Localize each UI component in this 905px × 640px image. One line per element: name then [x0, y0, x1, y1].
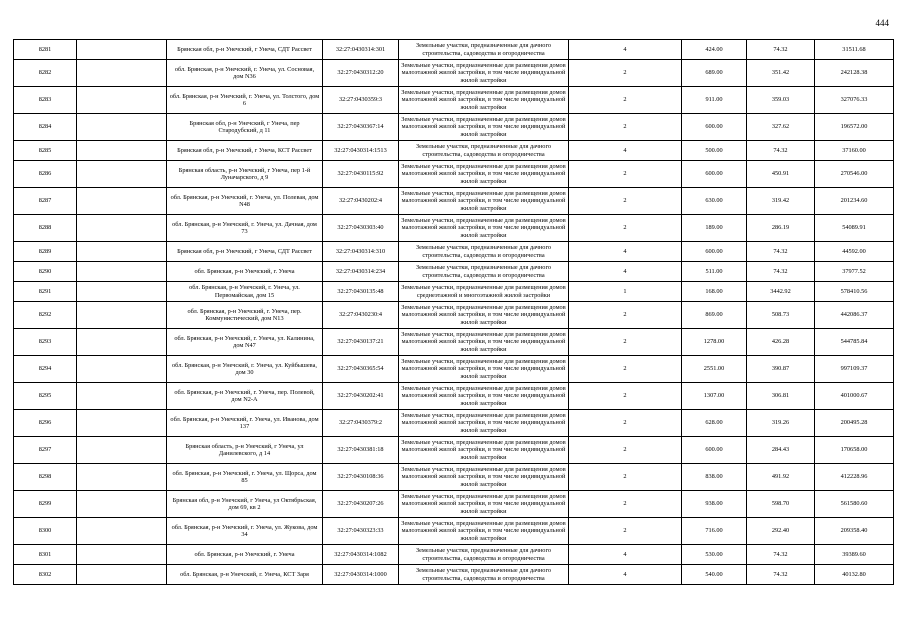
- row-address: обл. Брянская, р-н Унечский, г. Унеча, ул. Полевая, дом N48: [167, 188, 323, 215]
- table-row: [14, 215, 894, 242]
- row-group: 2: [569, 87, 682, 114]
- row-specific-value: 327.62: [747, 114, 815, 141]
- row-land-use: Земельные участки, предназначенные для размещения домов малоэтажной жилой застройки, в том числе индивидуальной жилой застройки: [399, 114, 569, 141]
- row-address: обл. Брянская, р-н Унечский, г. Унеча: [167, 262, 323, 282]
- table-row: [14, 329, 894, 356]
- row-cadastral-value: 201234.60: [815, 188, 894, 215]
- row-specific-value: 390.87: [747, 356, 815, 383]
- row-land-use: Земельные участки, предназначенные для дачного строительства, садоводства и огородничества: [399, 141, 569, 161]
- row-specific-value: 3442.92: [747, 282, 815, 302]
- row-land-use: Земельные участки, предназначенные для размещения домов малоэтажной жилой застройки, в том числе индивидуальной жилой застройки: [399, 491, 569, 518]
- row-cadastral-value: 54089.91: [815, 215, 894, 242]
- row-group: 2: [569, 491, 682, 518]
- row-address: обл. Брянская, р-н Унечский, г. Унеча, ул. Сосновая, дом N36: [167, 60, 323, 87]
- table-row: [14, 302, 894, 329]
- table-row: [14, 356, 894, 383]
- row-cadastral-value: 412228.96: [815, 464, 894, 491]
- cadastral-value-table: [13, 39, 894, 585]
- row-cadastral-value: 39389.60: [815, 545, 894, 565]
- row-number: 8286: [14, 161, 77, 188]
- row-cadastral-number: 32:27:0430365:54: [323, 356, 399, 383]
- row-specific-value: 319.42: [747, 188, 815, 215]
- table-row: [14, 491, 894, 518]
- row-specific-value: 74.32: [747, 141, 815, 161]
- row-specific-value: 286.19: [747, 215, 815, 242]
- table-row: [14, 242, 894, 262]
- row-address: Брянская обл, р-н Унечский, г Унеча, ул Октябрьская, дом 69, кв 2: [167, 491, 323, 518]
- row-number: 8302: [14, 565, 77, 585]
- row-address: Брянская область, р-н Унечский, г Унеча, пер 1-й Луначарского, д 9: [167, 161, 323, 188]
- row-area: 628.00: [682, 410, 747, 437]
- row-spacer: [77, 40, 167, 60]
- row-address: обл. Брянская, р-н Унечский, г. Унеча, ул. Щорса, дом 85: [167, 464, 323, 491]
- row-area: 689.00: [682, 60, 747, 87]
- row-specific-value: 74.32: [747, 545, 815, 565]
- row-area: 600.00: [682, 114, 747, 141]
- table-row: [14, 114, 894, 141]
- row-cadastral-value: 561580.60: [815, 491, 894, 518]
- row-address: Брянская обл, р-н Унечский, г Унеча, СДТ Рассвет: [167, 242, 323, 262]
- row-land-use: Земельные участки, предназначенные для дачного строительства, садоводства и огородничества: [399, 242, 569, 262]
- row-area: 600.00: [682, 242, 747, 262]
- row-address: обл. Брянская, р-н Унечский, г. Унеча, ул. Толстого, дом 6: [167, 87, 323, 114]
- row-address: обл. Брянская, р-н Унечский, г. Унеча, КСТ Заря: [167, 565, 323, 585]
- row-cadastral-value: 31511.68: [815, 40, 894, 60]
- row-address: обл. Брянская, р-н Унечский, г. Унеча, ул. Первомайская, дом 15: [167, 282, 323, 302]
- row-group: 1: [569, 282, 682, 302]
- row-group: 2: [569, 114, 682, 141]
- row-spacer: [77, 437, 167, 464]
- row-spacer: [77, 242, 167, 262]
- table-row: [14, 410, 894, 437]
- row-group: 2: [569, 302, 682, 329]
- row-spacer: [77, 302, 167, 329]
- row-number: 8281: [14, 40, 77, 60]
- row-area: 530.00: [682, 545, 747, 565]
- row-specific-value: 74.32: [747, 40, 815, 60]
- row-specific-value: 319.26: [747, 410, 815, 437]
- table-row: [14, 383, 894, 410]
- row-number: 8289: [14, 242, 77, 262]
- row-group: 2: [569, 356, 682, 383]
- row-spacer: [77, 114, 167, 141]
- table-row: [14, 188, 894, 215]
- row-cadastral-value: 544785.84: [815, 329, 894, 356]
- row-specific-value: 491.92: [747, 464, 815, 491]
- row-cadastral-value: 44592.00: [815, 242, 894, 262]
- row-spacer: [77, 545, 167, 565]
- table-row: [14, 518, 894, 545]
- row-land-use: Земельные участки, предназначенные для размещения домов малоэтажной жилой застройки, в том числе индивидуальной жилой застройки: [399, 329, 569, 356]
- row-specific-value: 284.43: [747, 437, 815, 464]
- row-land-use: Земельные участки, предназначенные для размещения домов малоэтажной жилой застройки, в том числе индивидуальной жилой застройки: [399, 215, 569, 242]
- row-number: 8285: [14, 141, 77, 161]
- row-spacer: [77, 60, 167, 87]
- row-spacer: [77, 518, 167, 545]
- row-cadastral-number: 32:27:0430312:20: [323, 60, 399, 87]
- row-cadastral-number: 32:27:0430381:18: [323, 437, 399, 464]
- row-number: 8300: [14, 518, 77, 545]
- row-area: 911.00: [682, 87, 747, 114]
- row-cadastral-number: 32:27:0430314:1513: [323, 141, 399, 161]
- row-area: 189.00: [682, 215, 747, 242]
- row-spacer: [77, 188, 167, 215]
- row-area: 938.00: [682, 491, 747, 518]
- row-group: 2: [569, 518, 682, 545]
- row-cadastral-value: 40132.80: [815, 565, 894, 585]
- row-specific-value: 292.40: [747, 518, 815, 545]
- row-spacer: [77, 383, 167, 410]
- row-cadastral-value: 442086.37: [815, 302, 894, 329]
- row-land-use: Земельные участки, предназначенные для размещения домов малоэтажной жилой застройки, в том числе индивидуальной жилой застройки: [399, 518, 569, 545]
- row-cadastral-value: 37160.00: [815, 141, 894, 161]
- row-group: 2: [569, 188, 682, 215]
- row-group: 2: [569, 161, 682, 188]
- row-cadastral-number: 32:27:0430314:1000: [323, 565, 399, 585]
- row-spacer: [77, 87, 167, 114]
- table-row: [14, 437, 894, 464]
- row-number: 8292: [14, 302, 77, 329]
- row-cadastral-number: 32:27:0430314:301: [323, 40, 399, 60]
- row-specific-value: 74.32: [747, 565, 815, 585]
- row-cadastral-number: 32:27:0430303:40: [323, 215, 399, 242]
- row-land-use: Земельные участки, предназначенные для размещения домов малоэтажной жилой застройки, в том числе индивидуальной жилой застройки: [399, 356, 569, 383]
- row-spacer: [77, 161, 167, 188]
- row-area: 424.00: [682, 40, 747, 60]
- table-row: [14, 40, 894, 60]
- row-area: 500.00: [682, 141, 747, 161]
- row-area: 1278.00: [682, 329, 747, 356]
- row-land-use: Земельные участки, предназначенные для размещения домов малоэтажной жилой застройки, в том числе индивидуальной жилой застройки: [399, 410, 569, 437]
- row-land-use: Земельные участки, предназначенные для дачного строительства, садоводства и огородничества: [399, 40, 569, 60]
- row-spacer: [77, 262, 167, 282]
- row-land-use: Земельные участки, предназначенные для размещения домов малоэтажной жилой застройки, в том числе индивидуальной жилой застройки: [399, 60, 569, 87]
- row-number: 8298: [14, 464, 77, 491]
- row-area: 838.00: [682, 464, 747, 491]
- row-address: Брянская обл, р-н Унечский, г Унеча, КСТ Рассвет: [167, 141, 323, 161]
- row-cadastral-value: 242128.38: [815, 60, 894, 87]
- table-row: [14, 565, 894, 585]
- row-cadastral-number: 32:27:0430314:234: [323, 262, 399, 282]
- row-specific-value: 306.81: [747, 383, 815, 410]
- row-specific-value: 450.91: [747, 161, 815, 188]
- row-cadastral-value: 578410.56: [815, 282, 894, 302]
- row-spacer: [77, 282, 167, 302]
- table-row: [14, 161, 894, 188]
- row-group: 4: [569, 565, 682, 585]
- row-address: обл. Брянская, р-н Унечский, г. Унеча, ул. Иванова, дом 137: [167, 410, 323, 437]
- row-land-use: Земельные участки, предназначенные для дачного строительства, садоводства и огородничества: [399, 545, 569, 565]
- row-number: 8296: [14, 410, 77, 437]
- table-row: [14, 262, 894, 282]
- row-specific-value: 74.32: [747, 262, 815, 282]
- row-cadastral-value: 37977.52: [815, 262, 894, 282]
- row-address: обл. Брянская, р-н Унечский, г. Унеча, ул. Жукова, дом 34: [167, 518, 323, 545]
- row-number: 8294: [14, 356, 77, 383]
- row-cadastral-number: 32:27:0430323:33: [323, 518, 399, 545]
- row-address: обл. Брянская, р-н Унечский, г. Унеча, пер. Коммунистический, дом N13: [167, 302, 323, 329]
- row-land-use: Земельные участки, предназначенные для размещения домов малоэтажной жилой застройки, в том числе индивидуальной жилой застройки: [399, 188, 569, 215]
- row-address: обл. Брянская, р-н Унечский, г. Унеча, ул. Куйбышева, дом 30: [167, 356, 323, 383]
- row-specific-value: 426.28: [747, 329, 815, 356]
- row-area: 869.00: [682, 302, 747, 329]
- row-area: 600.00: [682, 161, 747, 188]
- row-group: 2: [569, 60, 682, 87]
- row-specific-value: 74.32: [747, 242, 815, 262]
- row-land-use: Земельные участки, предназначенные для размещения домов малоэтажной жилой застройки, в том числе индивидуальной жилой застройки: [399, 87, 569, 114]
- row-cadastral-value: 170658.00: [815, 437, 894, 464]
- row-cadastral-number: 32:27:0430202:41: [323, 383, 399, 410]
- row-cadastral-number: 32:27:0430135:48: [323, 282, 399, 302]
- row-group: 2: [569, 437, 682, 464]
- row-address: Брянская область, р-н Унечский, г Унеча, ул Данилевского, д 14: [167, 437, 323, 464]
- row-group: 4: [569, 262, 682, 282]
- row-spacer: [77, 410, 167, 437]
- row-cadastral-number: 32:27:0430367:14: [323, 114, 399, 141]
- row-group: 4: [569, 545, 682, 565]
- row-address: Брянская обл, р-н Унечский, г Унеча, СДТ Рассвет: [167, 40, 323, 60]
- row-address: обл. Брянская, р-н Унечский, г. Унеча, пер. Полевой, дом N2-А: [167, 383, 323, 410]
- row-cadastral-number: 32:27:0430207:26: [323, 491, 399, 518]
- row-group: 4: [569, 242, 682, 262]
- row-group: 2: [569, 215, 682, 242]
- row-number: 8283: [14, 87, 77, 114]
- row-group: 4: [569, 40, 682, 60]
- row-cadastral-value: 200495.28: [815, 410, 894, 437]
- row-address: Брянская обл, р-н Унечский, г Унеча, пер Стародубский, д 11: [167, 114, 323, 141]
- row-spacer: [77, 356, 167, 383]
- row-land-use: Земельные участки, предназначенные для размещения домов малоэтажной жилой застройки, в том числе индивидуальной жилой застройки: [399, 464, 569, 491]
- row-cadastral-number: 32:27:0430314:1082: [323, 545, 399, 565]
- row-number: 8287: [14, 188, 77, 215]
- row-number: 8293: [14, 329, 77, 356]
- table-row: [14, 464, 894, 491]
- row-land-use: Земельные участки, предназначенные для размещения домов малоэтажной жилой застройки, в том числе индивидуальной жилой застройки: [399, 437, 569, 464]
- table-row: [14, 87, 894, 114]
- table-row: [14, 282, 894, 302]
- row-group: 2: [569, 464, 682, 491]
- row-cadastral-value: 196572.00: [815, 114, 894, 141]
- row-spacer: [77, 565, 167, 585]
- row-area: 511.00: [682, 262, 747, 282]
- row-specific-value: 351.42: [747, 60, 815, 87]
- row-cadastral-value: 997109.37: [815, 356, 894, 383]
- row-number: 8291: [14, 282, 77, 302]
- table-row: [14, 545, 894, 565]
- row-area: 1307.00: [682, 383, 747, 410]
- row-area: 600.00: [682, 437, 747, 464]
- row-cadastral-number: 32:27:0430115:92: [323, 161, 399, 188]
- row-address: обл. Брянская, р-н Унечский, г. Унеча, ул. Калинина, дом N47: [167, 329, 323, 356]
- row-cadastral-number: 32:27:0430379:2: [323, 410, 399, 437]
- row-group: 2: [569, 410, 682, 437]
- row-group: 2: [569, 383, 682, 410]
- row-group: 2: [569, 329, 682, 356]
- row-number: 8284: [14, 114, 77, 141]
- row-cadastral-number: 32:27:0430314:310: [323, 242, 399, 262]
- row-specific-value: 359.03: [747, 87, 815, 114]
- row-land-use: Земельные участки, предназначенные для размещения домов среднеэтажной и многоэтажной жилой застройки: [399, 282, 569, 302]
- row-area: 540.00: [682, 565, 747, 585]
- row-cadastral-value: 270546.00: [815, 161, 894, 188]
- table-row: [14, 60, 894, 87]
- row-land-use: Земельные участки, предназначенные для размещения домов малоэтажной жилой застройки, в том числе индивидуальной жилой застройки: [399, 161, 569, 188]
- row-specific-value: 508.73: [747, 302, 815, 329]
- row-cadastral-value: 401000.67: [815, 383, 894, 410]
- row-land-use: Земельные участки, предназначенные для размещения домов малоэтажной жилой застройки, в том числе индивидуальной жилой застройки: [399, 383, 569, 410]
- row-address: обл. Брянская, р-н Унечский, г. Унеча: [167, 545, 323, 565]
- table-row: [14, 141, 894, 161]
- row-area: 630.00: [682, 188, 747, 215]
- row-cadastral-value: 209358.40: [815, 518, 894, 545]
- row-spacer: [77, 141, 167, 161]
- row-cadastral-number: 32:27:0430108:36: [323, 464, 399, 491]
- row-land-use: Земельные участки, предназначенные для размещения домов малоэтажной жилой застройки, в том числе индивидуальной жилой застройки: [399, 302, 569, 329]
- row-cadastral-number: 32:27:0430230:4: [323, 302, 399, 329]
- row-specific-value: 598.70: [747, 491, 815, 518]
- row-cadastral-number: 32:27:0430202:4: [323, 188, 399, 215]
- row-cadastral-value: 327076.33: [815, 87, 894, 114]
- row-spacer: [77, 491, 167, 518]
- row-number: 8282: [14, 60, 77, 87]
- row-cadastral-number: 32:27:0430137:21: [323, 329, 399, 356]
- row-land-use: Земельные участки, предназначенные для дачного строительства, садоводства и огородничества: [399, 262, 569, 282]
- row-cadastral-number: 32:27:0430359:3: [323, 87, 399, 114]
- row-number: 8290: [14, 262, 77, 282]
- row-address: обл. Брянская, р-н Унечский, г. Унеча, ул. Дачная, дом 73: [167, 215, 323, 242]
- row-area: 716.00: [682, 518, 747, 545]
- row-number: 8295: [14, 383, 77, 410]
- row-number: 8301: [14, 545, 77, 565]
- row-area: 2551.00: [682, 356, 747, 383]
- row-number: 8299: [14, 491, 77, 518]
- row-spacer: [77, 329, 167, 356]
- row-spacer: [77, 215, 167, 242]
- row-group: 4: [569, 141, 682, 161]
- row-number: 8288: [14, 215, 77, 242]
- row-number: 8297: [14, 437, 77, 464]
- row-spacer: [77, 464, 167, 491]
- page-number: 444: [875, 18, 889, 28]
- row-area: 168.00: [682, 282, 747, 302]
- row-land-use: Земельные участки, предназначенные для дачного строительства, садоводства и огородничества: [399, 565, 569, 585]
